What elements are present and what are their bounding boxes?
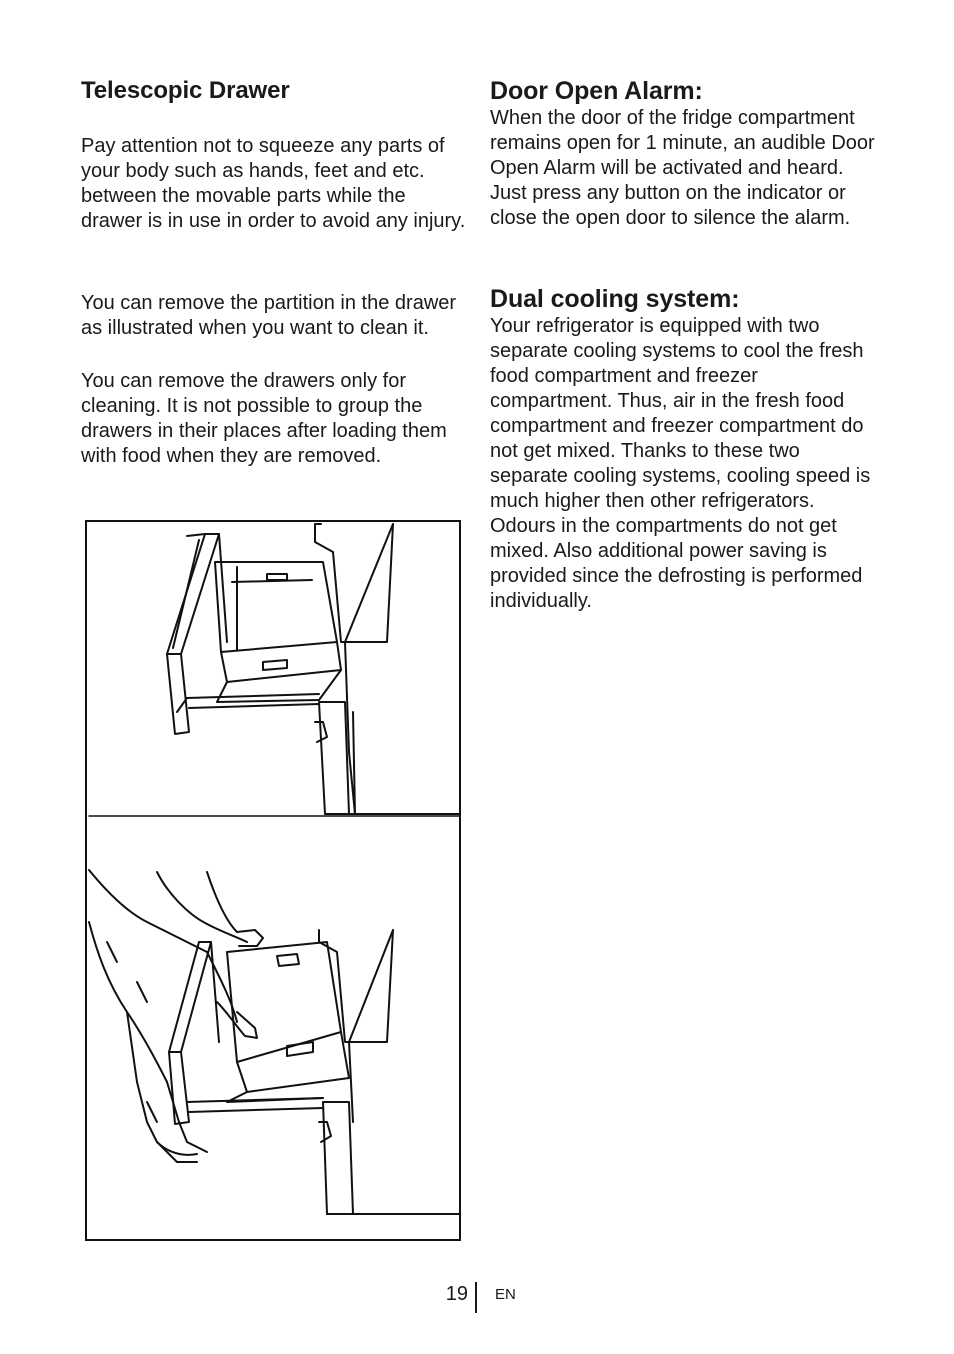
remove-partition-paragraph: You can remove the partition in the drawer as illustrated when you want to clean it. <box>81 292 457 339</box>
upper-drawer-figure <box>167 524 459 814</box>
remove-drawers-paragraph: You can remove the drawers only for cleaning. It is not possible to group the drawers in their places after loading them with food when they are removed. <box>81 370 447 467</box>
drawer-illustration <box>85 520 461 1241</box>
page-footer <box>0 1280 954 1314</box>
door-open-alarm-heading: Door Open Alarm: <box>490 77 703 105</box>
lower-drawer-figure <box>89 870 459 1214</box>
dual-cooling-heading: Dual cooling system: <box>490 285 740 313</box>
telescopic-drawer-warning-paragraph: Pay attention not to squeeze any parts of your body such as hands, feet and etc. between the movable parts while the drawer is in use in order to avoid any injury. <box>81 135 466 232</box>
footer-divider <box>475 1282 477 1313</box>
dual-cooling-paragraph: Your refrigerator is equipped with two separate cooling systems to cool the fresh food compartment and freezer compartment. Thus, air in the fresh food compartment and freezer compartment do not get mixed. Thanks to these two separate cooling systems, cooling speed is much higher then other refrigerators. Odours in the compartments do not get mixed. Also additional power saving is provided since the defrosting is performed individually. <box>490 315 871 612</box>
language-code: EN <box>495 1286 516 1303</box>
telescopic-drawer-heading: Telescopic Drawer <box>81 77 290 104</box>
door-open-alarm-paragraph: When the door of the fridge compartment remains open for 1 minute, an audible Door Open Alarm will be activated and heard. Just press any button on the indicator or close the open door to silence the alarm. <box>490 107 875 229</box>
drawer-line-art <box>87 522 459 1239</box>
page-number: 19 <box>445 1283 468 1305</box>
